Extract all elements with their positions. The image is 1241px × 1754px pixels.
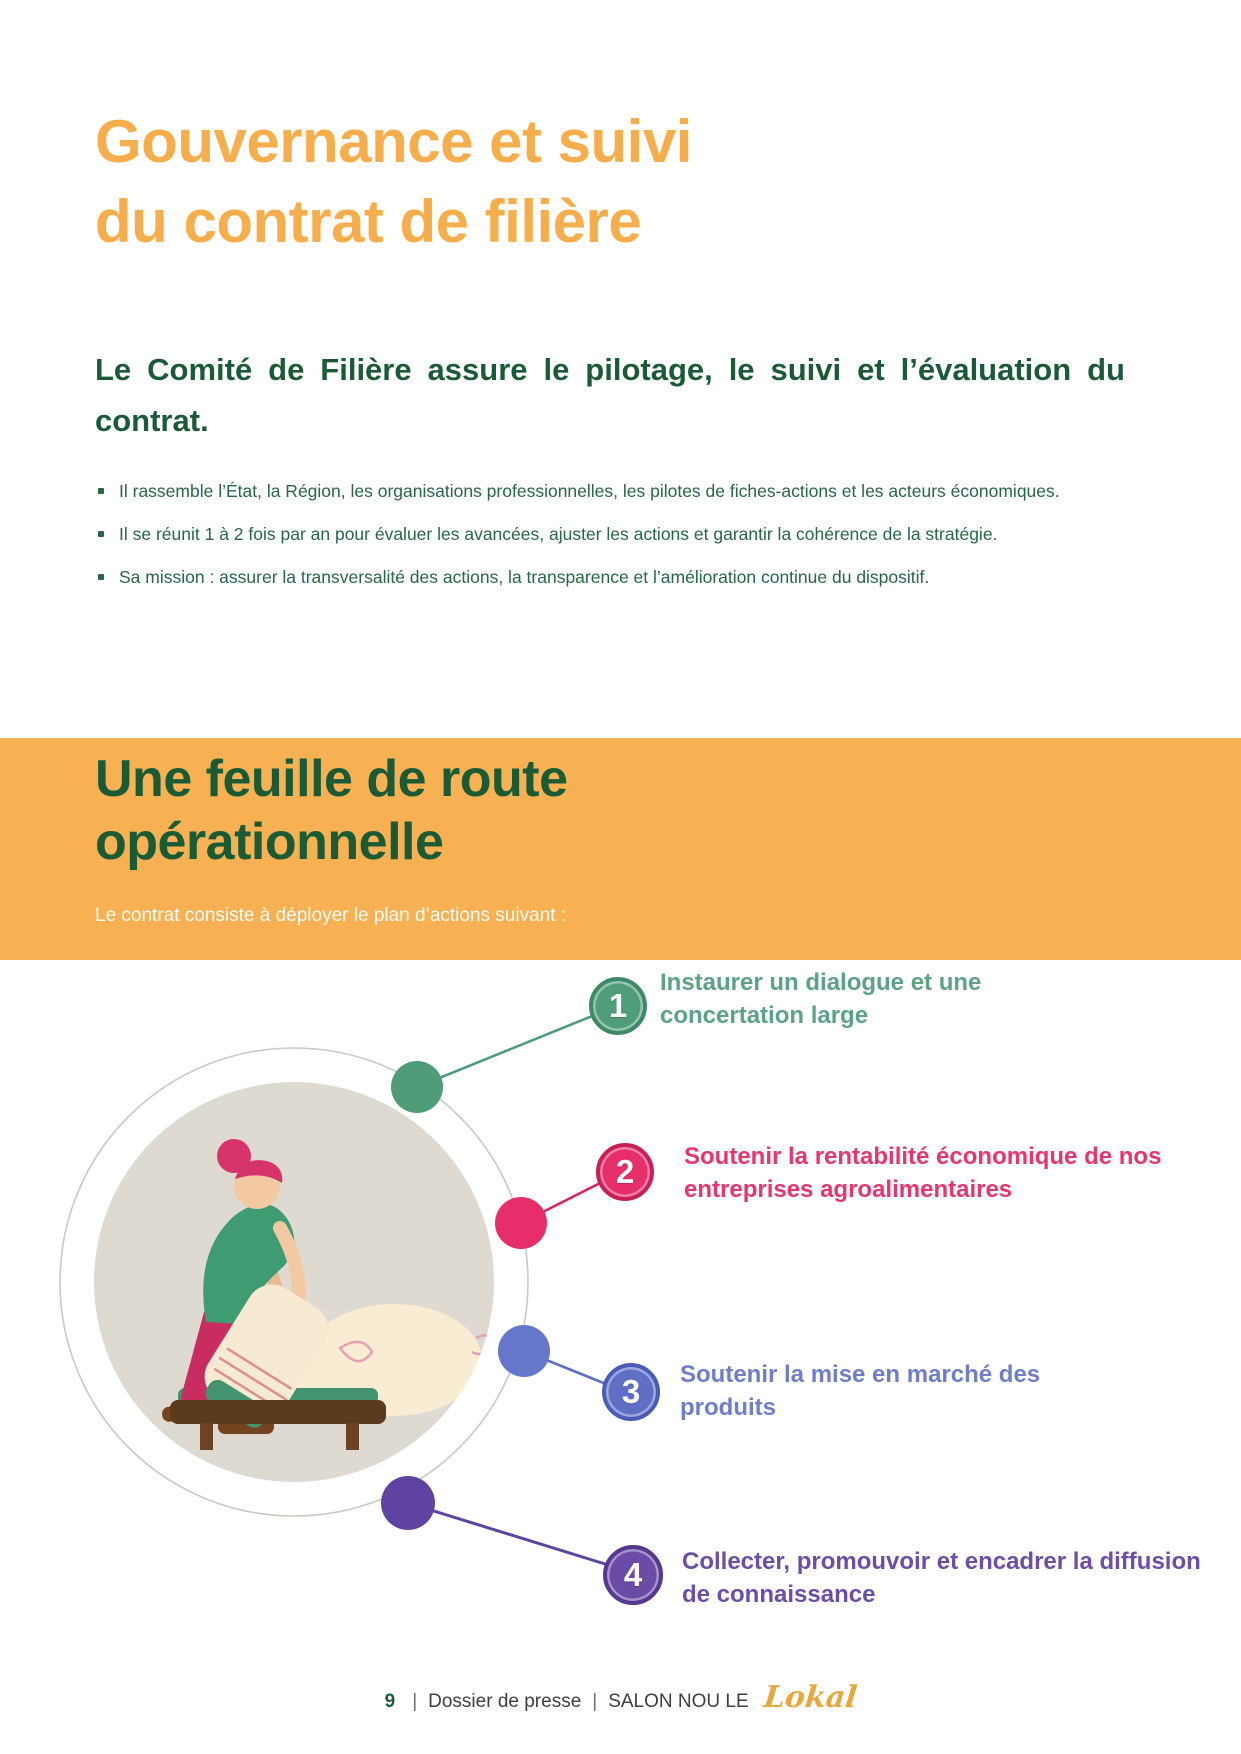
bullet-item: Il rassemble l’État, la Région, les organisations professionnelles, les pilotes de fiches-actions et les acteurs économiques. [95,478,1153,504]
page-title-line1: Gouvernance et suivi [95,108,692,175]
connector-dot-4 [381,1476,435,1530]
action-label-2: Soutenir la rentabilité économique de nos entreprises agroalimentaires [684,1143,1162,1203]
connector-line-3 [524,1351,616,1388]
action-number-badge-2: 2 [596,1143,654,1201]
footer-separator: | [412,1691,418,1712]
intro-heading: Le Comité de Filière assure le pilotage, le suivi et l’évaluation du contrat. [95,352,1125,438]
action-number-badge-1: 1 [589,977,647,1035]
page-footer [0,1680,1241,1715]
footer-press-label: Dossier de presse [428,1691,582,1712]
page-title [95,102,995,262]
action-label-4: Collecter, promouvoir et encadrer la diffusion de connaissance [682,1548,1201,1608]
roadmap-intro-line: Le contrat consiste à déployer le plan d’actions suivant : [95,905,567,926]
trough [170,1400,386,1450]
connector-dot-1 [391,1061,443,1113]
roadmap-heading-line2: opérationnelle [95,813,444,871]
bullet-item: Il se réunit 1 à 2 fois par an pour évaluer les avancées, ajuster les actions et garantir la cohérence de la stratégie. [95,521,1153,547]
connector-line-4 [408,1503,618,1568]
brand-logo-lokal: Lokal [761,1680,859,1715]
intro-bullet-list [95,478,1153,607]
action-label-3: Soutenir la mise en marché des produits [680,1361,1041,1421]
action-number-badge-3: 3 [602,1363,660,1421]
footer-separator: | [592,1691,598,1712]
action-number-badge-4: 4 [603,1545,663,1605]
page-title-line2: du contrat de filière [95,188,642,255]
bullet-item: Sa mission : assurer la transversalité des actions, la transparence et l’amélioration continue du dispositif. [95,564,1153,590]
roadmap-heading-line1: Une feuille de route [95,750,568,808]
connector-line-1 [417,1010,607,1087]
page-number: 9 [384,1691,396,1712]
roadmap-heading [95,748,995,874]
connector-dot-3 [498,1325,550,1377]
action-label-1: Instaurer un dialogue et une concertation large [660,969,982,1029]
connector-dot-2 [495,1197,547,1249]
person-feeding-pig-illustration [94,1082,494,1482]
footer-event-label: SALON NOU LE [608,1691,749,1712]
